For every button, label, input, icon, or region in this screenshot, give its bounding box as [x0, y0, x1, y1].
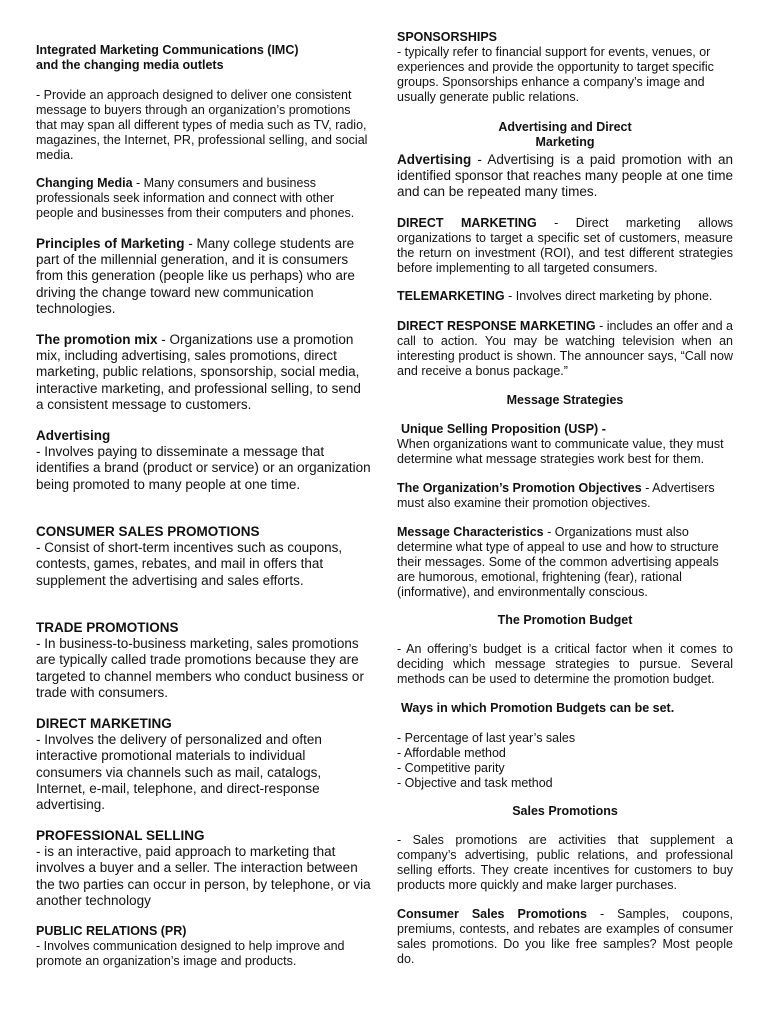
list-item: - Objective and task method: [397, 776, 553, 790]
promotion-mix-term: The promotion mix: [36, 332, 158, 347]
public-relations-body: - Involves communication designed to help improve and promote an organization’s image and products.: [36, 939, 345, 968]
changing-media-text: - Many consumers and business professionals seek information and connect with other people and businesses from their computers and phones.: [36, 176, 355, 220]
principles-term: Principles of Marketing: [36, 236, 185, 251]
professional-selling-section: [36, 828, 372, 909]
ways-list: [397, 731, 733, 791]
list-item: - Competitive parity: [397, 761, 505, 775]
promotion-mix-text: - Organizations use a promotion mix, including advertising, sales promotions, direct marketing, public relations, sponsorship, social media, interactive marketing, and professional selling, to send a consistent message to customers.: [36, 332, 361, 412]
list-item: - Affordable method: [397, 746, 506, 760]
objectives-term: The Organization’s Promotion Objectives: [397, 481, 642, 495]
sponsorships-heading: SPONSORSHIPS: [397, 30, 498, 44]
changing-media-section: [36, 176, 372, 221]
principles-section: [36, 236, 372, 317]
telemarketing-text: - Involves direct marketing by phone.: [504, 289, 713, 303]
message-strategies-heading: Message Strategies: [506, 393, 624, 407]
consumer-sales-text: - Samples, coupons, premiums, contests, and rebates are examples of consumer sales promotions. Do you like free samples? Most people do.: [397, 907, 734, 966]
advertising-section: [36, 428, 372, 493]
objectives-text: - Advertisers must also examine their promotion objectives.: [397, 481, 715, 510]
message-characteristics-text: - Organizations must also determine what type of appeal to use and how to structure their messages. Some of the common advertising appeals are humorous, emotional, frightening (fear), rational (informative), and environmentally conscious.: [397, 525, 719, 599]
telemarketing-section: [397, 289, 733, 304]
direct-marketing-section: [36, 716, 372, 813]
right-advertising-text: - Advertising is a paid promotion with an identified sponsor that reaches many people at one time and can be repeated many times.: [397, 152, 733, 200]
right-advertising-section: [397, 152, 733, 201]
message-characteristics-term: Message Characteristics: [397, 525, 544, 539]
sales-promotions-body: - Sales promotions are activities that supplement a company’s advertising, public relations, and professional selling efforts. They create incentives for customers to buy products more quickly and make larger purchases.: [397, 833, 733, 892]
direct-marketing-body: - Involves the delivery of personalized and often interactive promotional materials to individual consumers via channels such as mail, catalogs, Internet, e-mail, telephone, and direct-response advertising.: [36, 732, 322, 813]
trade-promotions-body: - In business-to-business marketing, sales promotions are typically called trade promotions because they are targeted to channel members who conduct business or trade with consumers.: [36, 636, 364, 700]
direct-marketing-heading: DIRECT MARKETING: [36, 716, 172, 731]
trade-promotions-heading: TRADE PROMOTIONS: [36, 620, 179, 635]
right-direct-marketing-text: - Direct marketing allows organizations to target a specific set of customers, measure the return on investment (ROI), and test different strategies before implementing to all targeted consumers.: [397, 216, 733, 275]
message-characteristics-section: [397, 525, 733, 600]
consumer-sales-promotions-section: [36, 524, 372, 589]
consumer-sales-promotions-heading: CONSUMER SALES PROMOTIONS: [36, 524, 260, 539]
consumer-sales-promotions-body: - Consist of short-term incentives such as coupons, contests, games, rebates, and mail in offers that supplement the advertising and sales efforts.: [36, 540, 343, 588]
public-relations-heading: PUBLIC RELATIONS (PR): [36, 924, 187, 938]
consumer-sales-section: [397, 907, 733, 967]
telemarketing-term: TELEMARKETING: [397, 289, 505, 303]
usp-section: [397, 422, 733, 467]
direct-response-section: [397, 319, 733, 379]
direct-response-term: DIRECT RESPONSE MARKETING: [397, 319, 596, 333]
ways-heading: Ways in which Promotion Budgets can be set.: [401, 701, 675, 715]
list-item: - Percentage of last year’s sales: [397, 731, 576, 745]
promotion-budget-heading: The Promotion Budget: [497, 613, 633, 627]
advertising-heading: Advertising: [36, 428, 111, 443]
sponsorships-body: - typically refer to financial support for events, venues, or experiences and provide the opportunity to target specific groups. Sponsorships enhance a company’s image and usually generate public relations.: [397, 45, 714, 104]
imc-section: [36, 43, 372, 163]
advertising-body: - Involves paying to disseminate a message that identifies a brand (product or service) or an organization being promoted to many people at one time.: [36, 444, 371, 492]
usp-term: Unique Selling Proposition (USP) -: [401, 422, 606, 436]
sponsorships-section: [397, 30, 733, 105]
sales-promotions-heading: Sales Promotions: [512, 804, 618, 818]
right-advertising-term: Advertising: [397, 152, 472, 167]
right-direct-marketing-section: [397, 216, 733, 276]
consumer-sales-term: Consumer Sales Promotions: [397, 907, 587, 921]
trade-promotions-section: [36, 620, 372, 701]
imc-body: - Provide an approach designed to deliver one consistent message to buyers through an organization’s promotions that may span all different types of media such as TV, radio, magazines, the Internet, PR, professional selling, and social media.: [36, 88, 368, 162]
objectives-section: [397, 481, 733, 511]
professional-selling-body: - is an interactive, paid approach to marketing that involves a buyer and a seller. The interaction between the two parties can occur in person, by telephone, or via another technology: [36, 844, 371, 908]
usp-body: When organizations want to communicate value, they must determine what message strategies work best for them.: [397, 437, 724, 466]
promotion-budget-body: - An offering’s budget is a critical factor when it comes to deciding which message strategies to pursue. Several methods can be used to determine the promotion budget.: [397, 642, 733, 686]
professional-selling-heading: PROFESSIONAL SELLING: [36, 828, 205, 843]
changing-media-term: Changing Media: [36, 176, 133, 190]
public-relations-section: [36, 924, 372, 969]
right-direct-marketing-term: DIRECT MARKETING: [397, 216, 537, 230]
principles-text: - Many college students are part of the millennial generation, and it is consumers from this generation (people like us perhaps) who are driving the change toward new communication technologies.: [36, 236, 355, 316]
promotion-mix-section: [36, 332, 372, 413]
imc-title: Integrated Marketing Communications (IMC) and the changing media outlets: [36, 43, 299, 72]
advertising-direct-marketing-heading: Advertising and Direct Marketing: [498, 120, 632, 149]
direct-response-text: - includes an offer and a call to action. You may be watching television when an interesting product is shown. The announcer says, “Call now and receive a bonus package.”: [397, 319, 734, 378]
